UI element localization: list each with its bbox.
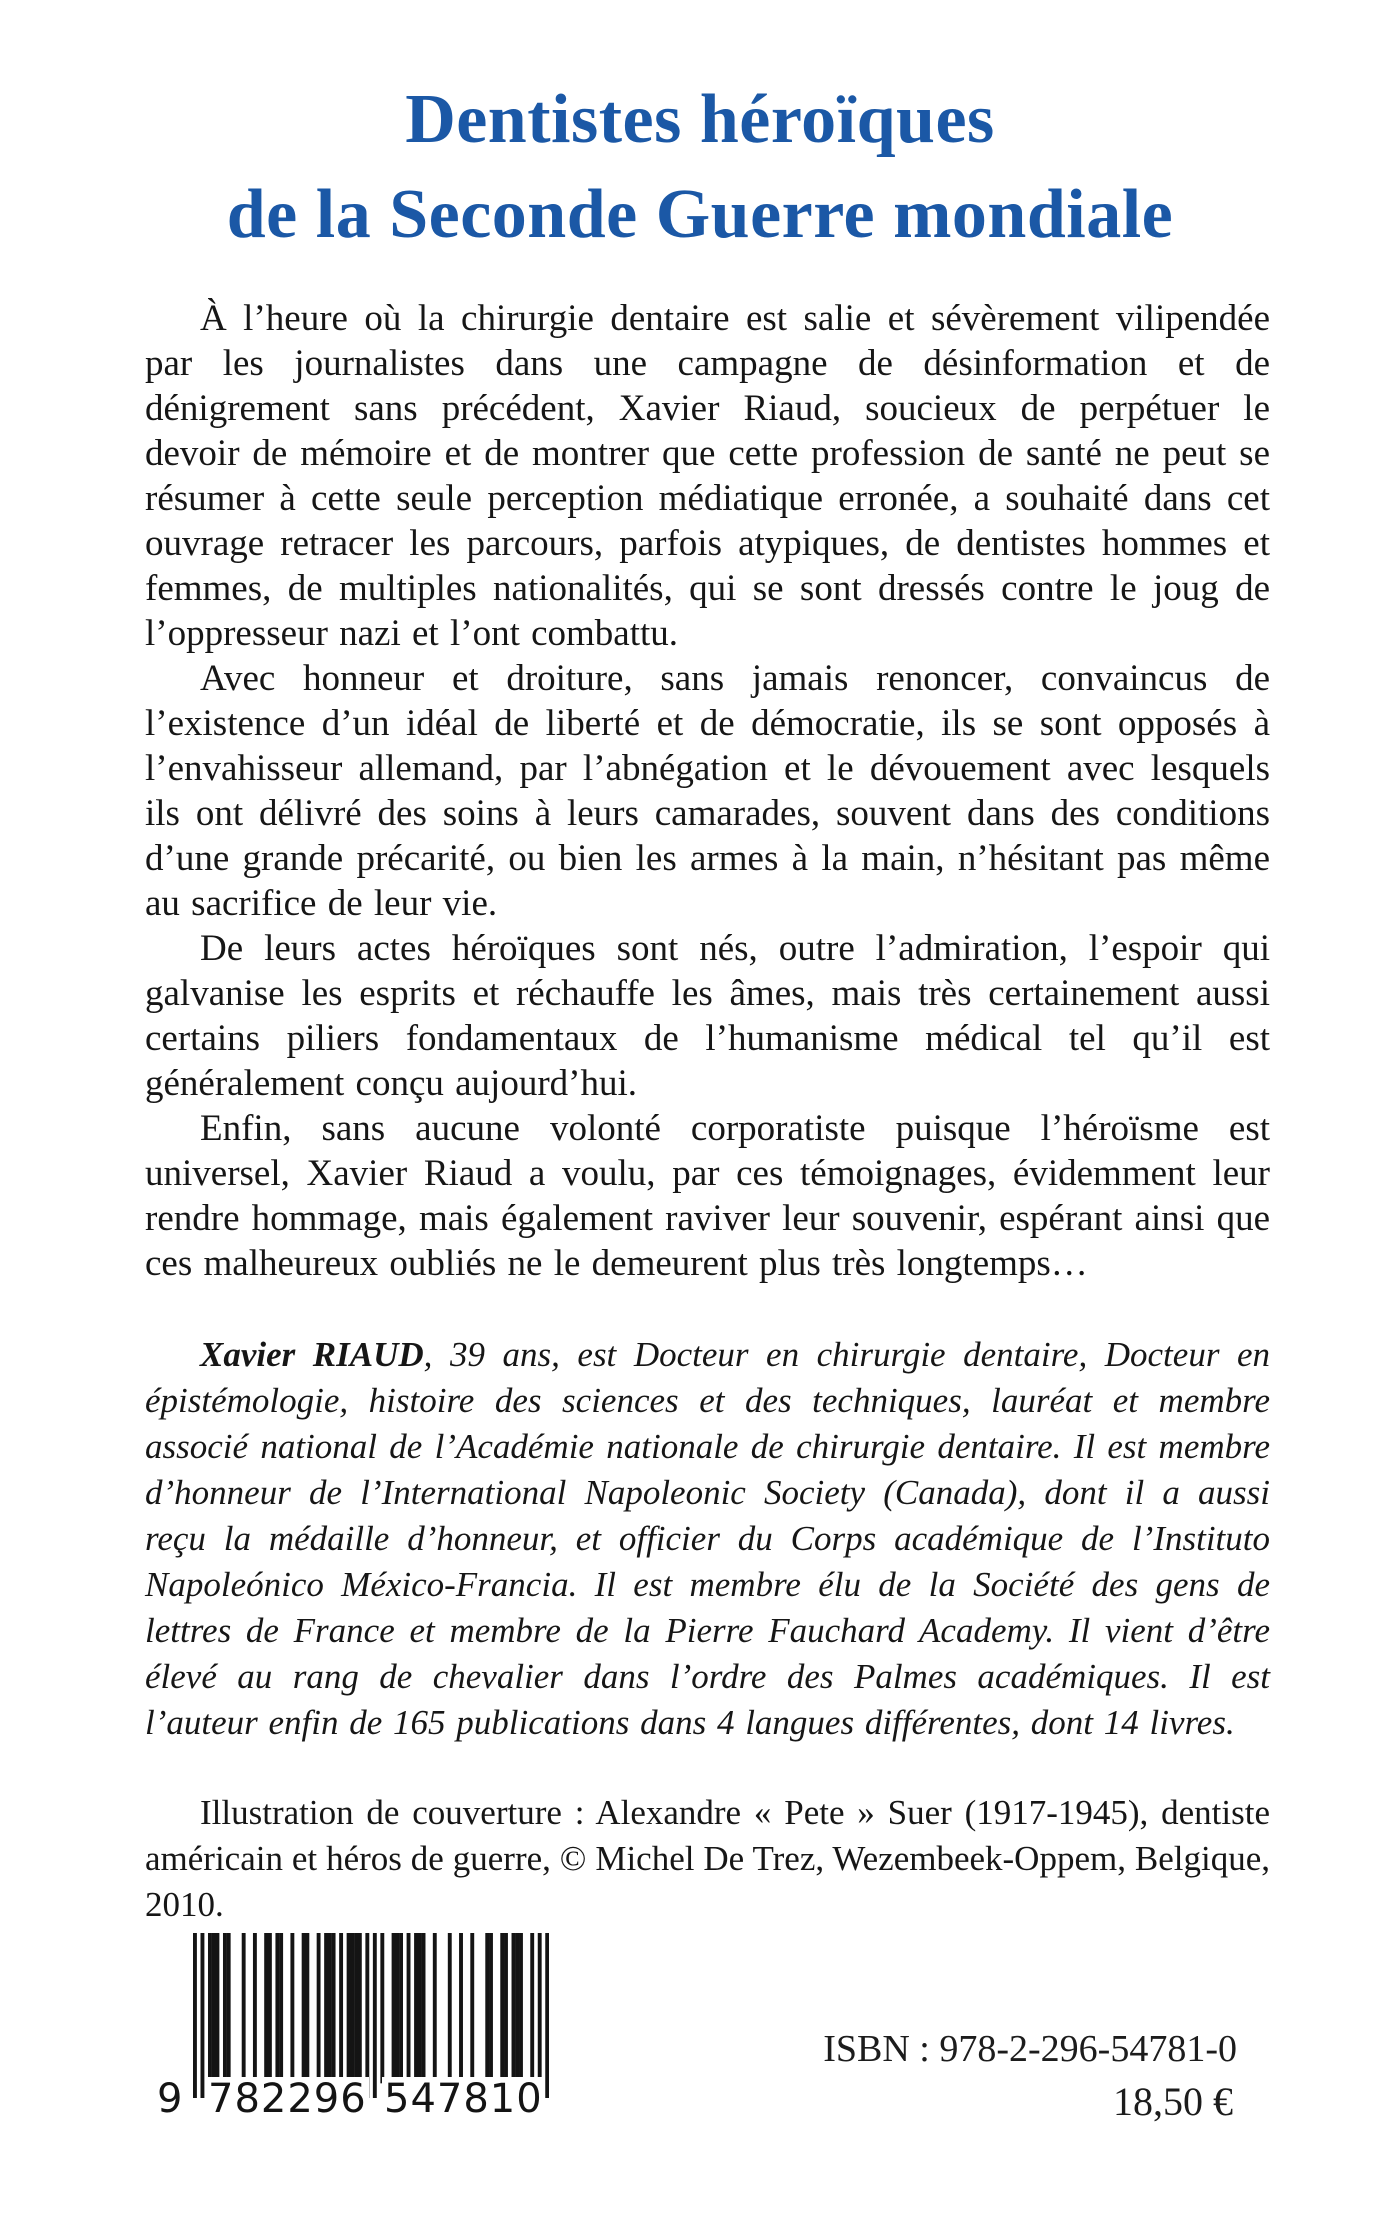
title-line-2: de la Seconde Guerre mondiale	[226, 176, 1174, 253]
price-text: 18,50 €	[1113, 2079, 1233, 2124]
author-bio	[145, 1332, 1270, 1746]
synopsis-paragraph-4: Enfin, sans aucune volonté corporatiste puisque l’héroïsme est universel, Xavier Riaud a voulu, par ces témoignages, évidemment leur rendre hommage, mais également raviver leur souvenir, espérant ainsi que ces malheureux oubliés ne le demeurent plus très longtemps…	[145, 1108, 1270, 1284]
barcode-bars-image	[193, 1933, 549, 2098]
barcode-left-group: 782296	[208, 2076, 367, 2122]
book-title	[0, 72, 1400, 262]
ean-barcode	[155, 1933, 585, 2148]
barcode-first-digit: 9	[157, 2076, 184, 2122]
title-line-1: Dentistes héroïques	[405, 81, 995, 158]
synopsis-paragraph-2: Avec honneur et droiture, sans jamais renoncer, convaincus de l’existence d’un idéal de liberté et de démocratie, ils se sont opposés à l’envahisseur allemand, par l’abnégation et le dévouement avec lesquels ils ont délivré des soins à leurs camarades, souvent dans des conditions d’une grande précarité, ou bien les armes à la main, n’hésitant pas même au sacrifice de leur vie.	[145, 658, 1270, 924]
synopsis	[145, 296, 1270, 1286]
isbn-text: ISBN : 978-2-296-54781-0	[823, 2028, 1237, 2070]
author-name: Xavier RIAUD	[200, 1335, 424, 1374]
barcode-right-group: 547810	[384, 2076, 543, 2122]
synopsis-paragraph-1: À l’heure où la chirurgie dentaire est salie et sévèrement vilipendée par les journalistes dans une campagne de désinformation et de dénigrement sans précédent, Xavier Riaud, soucieux de perpétuer le devoir de mémoire et de montrer que cette profession de santé ne peut se résumer à cette seule perception médiatique erronée, a souhaité dans cet ouvrage retracer les parcours, parfois atypiques, de dentistes hommes et femmes, de multiples nationalités, qui se sont dressés contre le joug de l’oppresseur nazi et l’ont combattu.	[145, 298, 1270, 654]
cover-illustration-credit: Illustration de couverture : Alexandre « Pete » Suer (1917-1945), dentiste américain et héros de guerre, © Michel De Trez, Wezembeek-Oppem, Belgique, 2010.	[145, 1793, 1270, 1924]
author-bio-text: , 39 ans, est Docteur en chirurgie dentaire, Docteur en épistémologie, histoire des sciences et des techniques, lauréat et membre associé national de l’Académie nationale de chirurgie dentaire. Il est membre d’honneur de l’International Napoleonic Society (Canada), dont il a aussi reçu la médaille d’honneur, et officier du Corps académique de l’Instituto Napoleónico México-Francia. Il est membre élu de la Société des gens de lettres de France et membre de la Pierre Fauchard Academy. Il vient d’être élevé au rang de chevalier dans l’ordre des Palmes académiques. Il est l’auteur enfin de 165 publications dans 4 langues différentes, dont 14 livres.	[145, 1335, 1271, 1742]
synopsis-paragraph-3: De leurs actes héroïques sont nés, outre l’admiration, l’espoir qui galvanise les esprits et réchauffe les âmes, mais très certainement aussi certains piliers fondamentaux de l’humanisme médical tel qu’il est généralement conçu aujourd’hui.	[145, 928, 1270, 1104]
